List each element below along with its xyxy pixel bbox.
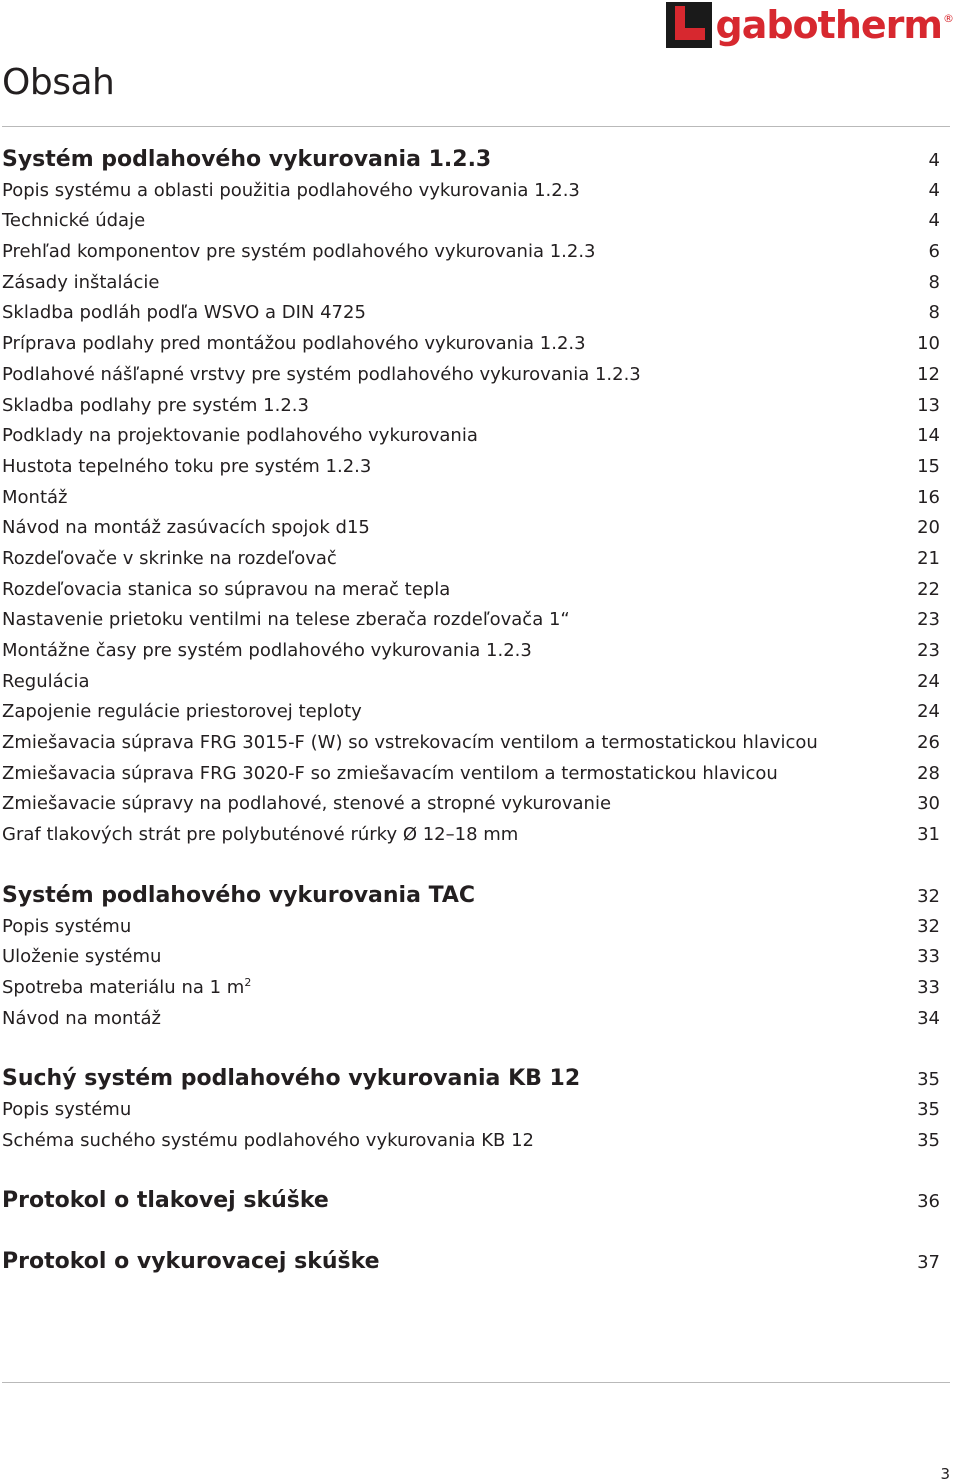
toc-entry-label: [2, 1095, 131, 1126]
toc-entry[interactable]: [2, 268, 940, 299]
toc-entry-page: 21: [917, 547, 940, 569]
toc-entry-page: 13: [917, 394, 940, 416]
toc-entry[interactable]: [2, 759, 940, 790]
toc-entry-page: 15: [917, 455, 940, 477]
toc-entry[interactable]: [2, 912, 940, 943]
toc-entry-page: 8: [928, 271, 940, 293]
toc-entry-page: 12: [917, 363, 940, 385]
toc-entry-label: [2, 973, 251, 1004]
toc-entry-label: [2, 789, 611, 820]
toc-entry-label: [2, 452, 371, 483]
toc-entry-page: 35: [917, 1069, 940, 1091]
toc-entry-label-text: Hustota tepelného toku pre systém 1.2.3: [2, 455, 372, 477]
toc-entry[interactable]: [2, 421, 940, 452]
toc-entry-page: 34: [917, 1007, 940, 1029]
toc-entry[interactable]: [2, 176, 940, 207]
toc-entry-label: [2, 881, 475, 912]
toc-entry[interactable]: [2, 697, 940, 728]
toc-entry-label: [2, 1247, 380, 1278]
toc-entry[interactable]: [2, 391, 940, 422]
section-gap: [2, 1034, 940, 1064]
toc-entry-label-text: Príprava podlahy pred montážou podlahového vykurovania 1.2.3: [2, 333, 586, 355]
toc-entry-label-text: Regulácia: [2, 670, 90, 692]
section-gap: [2, 1217, 940, 1247]
toc-entry-label: [2, 1186, 329, 1217]
toc-entry-label-text: Podklady na projektovanie podlahového vykurovania: [2, 425, 478, 447]
toc-entry[interactable]: [2, 360, 940, 391]
toc-entry-label-text: Popis systému: [2, 1098, 132, 1120]
toc-entry[interactable]: [2, 298, 940, 329]
logo-mark-icon: [666, 2, 712, 48]
toc-entry-label: [2, 298, 366, 329]
toc-entry-label-text: Zapojenie regulácie priestorovej teploty: [2, 701, 362, 723]
toc-entry-label-text: Skladba podlahy pre systém 1.2.3: [2, 394, 309, 416]
toc-entry-label: [2, 759, 778, 790]
toc-entry-label-text: Návod na montáž: [2, 1007, 161, 1029]
toc-entry[interactable]: [2, 329, 940, 360]
toc-entry-label: [2, 329, 586, 360]
toc-entry[interactable]: [2, 605, 940, 636]
toc-entry-label: [2, 820, 518, 851]
toc-entry-label-text: Systém podlahového vykurovania 1.2.3: [2, 147, 492, 172]
toc-entry[interactable]: [2, 1004, 940, 1035]
toc-section-heading[interactable]: [2, 1064, 940, 1095]
superscript: 2: [244, 975, 252, 989]
toc-entry[interactable]: [2, 973, 940, 1004]
toc-entry-label-text: Podlahové nášľapné vrstvy pre systém podlahového vykurovania 1.2.3: [2, 363, 641, 385]
toc-entry[interactable]: [2, 667, 940, 698]
toc-entry[interactable]: [2, 820, 940, 851]
toc-entry-label: [2, 483, 68, 514]
toc-entry-label: [2, 513, 370, 544]
toc-entry-page: 4: [928, 150, 940, 171]
toc-entry-page: 14: [917, 425, 940, 447]
toc-entry-label-text: Návod na montáž zasúvacích spojok d15: [2, 517, 370, 539]
toc-entry[interactable]: [2, 1095, 940, 1126]
toc-entry-page: 32: [917, 915, 940, 937]
section-gap: [2, 851, 940, 881]
toc-entry-page: 31: [917, 824, 940, 846]
toc-entry-page: 8: [928, 302, 940, 324]
toc-entry-label: [2, 636, 532, 667]
toc-entry-label: [2, 206, 145, 237]
toc-entry-label: [2, 237, 596, 268]
toc-entry[interactable]: [2, 513, 940, 544]
top-divider: [2, 126, 950, 127]
toc-entry[interactable]: [2, 237, 940, 268]
toc-entry-label-text: Zásady inštalácie: [2, 271, 160, 293]
toc-entry[interactable]: [2, 575, 940, 606]
toc-entry[interactable]: [2, 789, 940, 820]
toc-entry-page: 6: [928, 241, 940, 263]
toc-entry-label-text: Zmiešavacia súprava FRG 3020-F so zmiešavacím ventilom a termostatickou hlavicou: [2, 762, 778, 784]
toc-entry-page: 37: [917, 1252, 940, 1273]
toc-entry-label-text: Systém podlahového vykurovania TAC: [2, 882, 476, 908]
toc-entry-label-text: Zmiešavacie súpravy na podlahové, stenové a stropné vykurovanie: [2, 793, 612, 815]
toc-entry-page: 23: [917, 640, 940, 661]
toc-section-heading[interactable]: [2, 1247, 940, 1278]
toc-entry-label-text: Graf tlakových strát pre polybuténové rúrky Ø 12–18 mm: [2, 824, 519, 846]
toc-entry-page: 10: [917, 333, 940, 355]
toc-entry[interactable]: [2, 636, 940, 667]
toc-entry-page: 23: [917, 609, 940, 631]
toc-entry-page: 24: [917, 670, 940, 692]
toc-entry-page: 4: [928, 210, 940, 232]
toc-entry-page: 22: [917, 578, 940, 600]
toc-entry-label: [2, 360, 641, 391]
toc-entry-label: [2, 667, 90, 698]
toc-entry-label: [2, 1064, 580, 1095]
toc-entry-page: 33: [917, 946, 940, 968]
toc-entry-page: 35: [917, 1129, 940, 1151]
toc-entry-page: 26: [917, 732, 940, 754]
toc-entry-label: [2, 1126, 534, 1157]
toc-entry[interactable]: [2, 1126, 940, 1157]
toc-entry-label-text: Popis systému a oblasti použitia podlahového vykurovania 1.2.3: [2, 179, 580, 201]
toc-section-heading[interactable]: [2, 1186, 940, 1217]
toc-entry-label: [2, 1004, 161, 1035]
toc-entry-label-text: Protokol o tlakovej skúške: [2, 1188, 329, 1214]
toc-entry-label: [2, 391, 309, 422]
page-title: Obsah: [2, 62, 115, 103]
toc-entry-page: 36: [917, 1191, 940, 1213]
toc-entry-label: [2, 421, 478, 452]
toc-entry-page: 33: [917, 976, 940, 998]
toc-entry-page: 20: [917, 517, 940, 539]
toc-section-heading[interactable]: [2, 881, 940, 912]
toc-entry-page: 28: [917, 762, 940, 784]
toc-entry-page: 16: [917, 486, 940, 508]
toc-entry-label-text: Uloženie systému: [2, 946, 162, 968]
toc-entry-label-text: Nastavenie prietoku ventilmi na telese zberača rozdeľovača 1“: [2, 609, 570, 631]
toc-entry-page: 24: [917, 701, 940, 723]
toc-entry-page: 30: [917, 793, 940, 815]
toc-entry-label-text: Montáž: [2, 486, 68, 508]
toc-entry-label-text: Montážne časy pre systém podlahového vykurovania 1.2.3: [2, 640, 532, 661]
toc-entry-label-text: Rozdeľovače v skrinke na rozdeľovač: [2, 547, 337, 569]
brand-logo: [666, 2, 954, 48]
bottom-divider: [2, 1382, 950, 1383]
toc-entry-label: [2, 697, 362, 728]
toc-entry-label: [2, 176, 580, 207]
toc-entry[interactable]: [2, 483, 940, 514]
toc-entry-label-text: Protokol o vykurovacej skúške: [2, 1249, 380, 1274]
toc-entry-page: 32: [917, 885, 940, 907]
toc-entry-label-text: Rozdeľovacia stanica so súpravou na merač tepla: [2, 578, 451, 600]
toc-entry[interactable]: [2, 544, 940, 575]
page-number: 3: [940, 1465, 950, 1483]
table-of-contents: [2, 145, 940, 1278]
toc-entry-label-text: Schéma suchého systému podlahového vykurovania KB 12: [2, 1129, 535, 1151]
section-gap: [2, 1156, 940, 1186]
toc-entry-label: [2, 942, 161, 973]
toc-entry-label: [2, 575, 450, 606]
toc-section-heading[interactable]: [2, 145, 940, 176]
toc-entry-label: [2, 728, 818, 759]
toc-entry-label-text: Spotreba materiálu na 1 m: [2, 976, 245, 998]
toc-entry-page: 35: [917, 1098, 940, 1120]
toc-entry-label-text: Skladba podláh podľa WSVO a DIN 4725: [2, 302, 366, 324]
toc-entry-page: 4: [928, 179, 940, 201]
toc-entry[interactable]: [2, 206, 940, 237]
brand-name: gabotherm: [715, 3, 942, 47]
toc-entry-label-text: Technické údaje: [2, 210, 146, 232]
toc-entry[interactable]: [2, 942, 940, 973]
toc-entry-label: [2, 912, 131, 943]
toc-entry-label-text: Popis systému: [2, 915, 132, 937]
toc-entry-label-text: Suchý systém podlahového vykurovania KB 12: [2, 1066, 581, 1092]
toc-entry-label: [2, 145, 491, 176]
toc-entry-label: [2, 268, 159, 299]
toc-entry-label-text: Zmiešavacia súprava FRG 3015-F (W) so vstrekovacím ventilom a termostatickou hlavicou: [2, 732, 818, 754]
registered-mark: ®: [943, 12, 954, 25]
toc-entry[interactable]: [2, 728, 940, 759]
toc-entry-label: [2, 605, 570, 636]
toc-entry-label: [2, 544, 337, 575]
toc-entry[interactable]: [2, 452, 940, 483]
toc-entry-label-text: Prehľad komponentov pre systém podlahového vykurovania 1.2.3: [2, 241, 596, 263]
